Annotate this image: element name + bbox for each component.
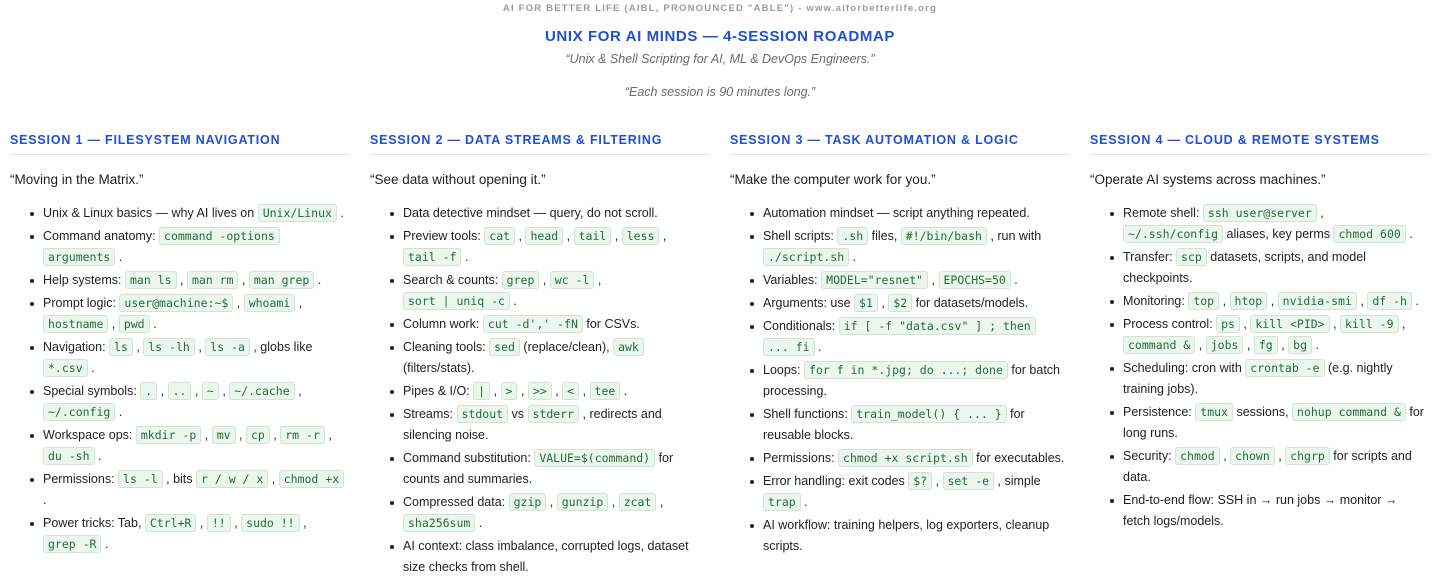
item-text: . [800,495,808,509]
list-item [43,270,346,291]
item-text: , [490,384,501,398]
command-snippet: arguments [43,248,115,266]
item-text: , [1274,449,1286,463]
session-1-column [10,133,350,557]
item-text: , [1398,317,1406,331]
item-text: Error handling: exit codes [763,474,909,488]
item-text: , [324,428,332,442]
command-snippet: stdout [457,405,509,423]
command-snippet: tail [574,227,612,245]
item-text: Streams: [403,407,457,421]
list-item [1123,402,1426,444]
command-snippet: mv [212,426,236,444]
item-text: , [1239,317,1251,331]
command-snippet: *.csv [43,359,88,377]
item-text: , [1219,449,1231,463]
list-item [1123,314,1426,356]
item-text: Navigation: [43,340,110,354]
list-item [763,360,1066,402]
item-text: Column work: [403,317,483,331]
list-item [403,337,706,379]
command-snippet: crontab -e [1245,359,1324,377]
item-text: , [230,516,242,530]
command-snippet: chmod +x script.sh [838,449,973,467]
item-text: Remote shell: [1123,206,1203,220]
item-text: for CSVs. [582,317,640,331]
command-snippet: du -sh [43,447,95,465]
item-text: , [294,384,302,398]
list-item [763,270,1066,291]
session-title: SESSION 3 — TASK AUTOMATION & LOGIC [730,133,1070,155]
list-item [43,203,346,224]
command-snippet: $2 [888,294,912,312]
command-snippet: tmux [1195,403,1233,421]
item-text: Loops: [763,363,805,377]
command-snippet: man ls [125,271,177,289]
site-tagline: AI FOR BETTER LIFE (AIBL, PRONOUNCED "ABLE") - www.aiforbetterlife.org [502,3,938,14]
command-snippet: gunzip [557,493,609,511]
item-text: Process control: [1123,317,1217,331]
command-snippet: ~/.cache [229,382,294,400]
item-text: files, [868,229,901,243]
session-title: SESSION 4 — CLOUD & REMOTE SYSTEMS [1090,133,1430,155]
command-snippet: . [140,382,157,400]
command-snippet: rm -r [280,426,325,444]
item-text: Search & counts: [403,273,502,287]
command-snippet: >> [528,382,552,400]
list-item [763,226,1066,268]
list-item [403,203,706,224]
command-snippet: sed [489,338,520,356]
item-text: Power tricks: Tab, [43,516,145,530]
session-items [730,203,1070,557]
item-text: Security: [1123,449,1176,463]
command-snippet: chmod +x [279,470,344,488]
command-snippet: train_model() { ... } [851,405,1006,423]
command-snippet: Unix/Linux [258,204,337,222]
command-snippet: pwd [119,315,150,333]
session-motto: “Make the computer work for you.” [730,172,936,187]
list-item [403,270,706,312]
item-text: , [551,384,563,398]
command-snippet: bg [1288,336,1312,354]
command-snippet: cut -d',' -fN [483,315,583,333]
command-snippet: > [501,382,518,400]
command-snippet: #!/bin/bash [901,227,987,245]
item-text: , [108,317,119,331]
item-text: , [196,516,207,530]
session-4-column [1090,133,1430,534]
item-text: . [461,250,469,264]
list-item [763,448,1066,469]
command-snippet: trap [763,493,801,511]
command-snippet: ls [109,338,133,356]
command-snippet: nvidia-smi [1278,292,1357,310]
item-text: , [515,229,526,243]
command-snippet: chown [1230,447,1275,465]
item-text: End-to-end flow: SSH in → run jobs → monitor → fetch logs/models. [1123,493,1398,528]
item-text: for counts and summaries. [403,451,674,486]
list-item [43,337,346,379]
list-item [403,536,706,578]
item-text: Pipes & I/O: [403,384,474,398]
item-text: . [1312,338,1319,352]
command-snippet: VALUE=$(command) [534,449,655,467]
list-item [763,404,1066,446]
list-item [43,425,346,467]
command-snippet: nohup command & [1292,403,1406,421]
item-text: , run with [986,229,1042,243]
command-snippet: scp [1176,248,1207,266]
item-text: for scripts and data. [1123,449,1412,484]
session-title: SESSION 1 — FILESYSTEM NAVIGATION [10,133,350,155]
item-text: Transfer: [1123,250,1177,264]
item-text: (filters/stats). [403,361,475,375]
session-length-note: “Each session is 90 minutes long.” [624,85,816,99]
item-text: Cleaning tools: [403,340,490,354]
command-snippet: set -e [943,472,995,490]
list-item [763,471,1066,513]
item-text: , [235,428,246,442]
command-snippet: $? [908,472,932,490]
item-text: for long runs. [1123,405,1424,440]
list-item [763,515,1066,557]
list-item [403,492,706,534]
item-text: , [218,384,230,398]
item-text: . [1411,294,1419,308]
item-text: , redirects and silencing noise. [403,407,662,442]
item-text: , [659,229,667,243]
item-text: . [149,317,157,331]
item-text: , [1329,317,1341,331]
command-snippet: ... fi [763,338,815,356]
item-text: Command anatomy: [43,229,160,243]
command-snippet: tee [590,382,621,400]
command-snippet: Ctrl+R [145,514,197,532]
item-text: Arguments: use [763,296,855,310]
item-text: Help systems: [43,273,125,287]
command-snippet: htop [1230,292,1268,310]
command-snippet: EPOCHS=50 [939,271,1011,289]
item-text: , [269,428,281,442]
command-snippet: command & [1123,336,1195,354]
item-text: aliases, key perms [1223,227,1334,241]
command-snippet: ls -l [118,470,163,488]
item-text: . [115,405,123,419]
item-text: Permissions: [763,451,839,465]
command-snippet: cat [484,227,515,245]
command-snippet: $1 [854,294,878,312]
item-text: Workspace ops: [43,428,136,442]
item-text: , [299,516,307,530]
item-text: , [877,296,889,310]
item-text: for batch processing. [763,363,1061,398]
command-snippet: cp [246,426,270,444]
item-text: AI context: class imbalance, corrupted logs, dataset size checks from shell. [403,539,689,574]
list-item [1123,203,1426,245]
item-text: , bits [162,472,196,486]
command-snippet: kill -9 [1340,315,1398,333]
item-text: Conditionals: [763,319,839,333]
command-snippet: .. [168,382,192,400]
item-text: Persistence: [1123,405,1196,419]
item-text: , [546,495,557,509]
item-text: . [475,516,483,530]
item-text: Variables: [763,273,822,287]
item-text: Automation mindset — script anything repeated. [763,206,1030,220]
command-snippet: df -h [1367,292,1412,310]
page-title: UNIX FOR AI MINDS — 4-SESSION ROADMAP [544,28,895,45]
item-text: , [194,340,206,354]
command-snippet: whoami [244,294,296,312]
list-item [1123,358,1426,400]
item-text: , [579,384,590,398]
item-text: Monitoring: [1123,294,1189,308]
item-text: for executables. [972,451,1065,465]
item-text: (replace/clean), [519,340,614,354]
command-snippet: sort | uniq -c [403,292,510,310]
command-snippet: user@machine:~$ [119,294,233,312]
item-text: Special symbols: [43,384,141,398]
item-text: AI workflow: training helpers, log exporters, cleanup scripts. [763,518,1050,553]
command-snippet: if [ -f "data.csv" ] ; then [839,317,1036,335]
command-snippet: fg [1254,336,1278,354]
item-text: , [176,273,187,287]
item-text: , [1277,338,1289,352]
list-item [763,293,1066,314]
command-snippet: grep -R [43,535,101,553]
item-text: , [295,296,303,310]
item-text: Compressed data: [403,495,509,509]
session-items [10,203,350,555]
command-snippet: man grep [249,271,314,289]
command-snippet: ssh user@server [1203,204,1317,222]
item-text: for datasets/models. [912,296,1029,310]
item-text: , [157,384,168,398]
command-snippet: .sh [837,227,868,245]
item-text: Prompt logic: [43,296,120,310]
command-snippet: ~/.ssh/config [1123,225,1223,243]
item-text: . [87,361,95,375]
session-items [370,203,710,578]
command-snippet: !! [207,514,231,532]
item-text: , [268,472,279,486]
item-text: . [43,493,47,507]
item-text: (e.g. nightly training jobs). [1123,361,1393,396]
item-text: , [594,273,602,287]
command-snippet: man rm [187,271,239,289]
item-text: datasets, scripts, and model checkpoints. [1123,250,1366,285]
session-motto: “Operate AI systems across machines.” [1090,172,1326,187]
item-text: sessions, [1232,405,1293,419]
item-text: , [611,229,622,243]
command-snippet: top [1188,292,1219,310]
list-item [403,314,706,335]
command-snippet: MODEL="resnet" [821,271,928,289]
item-text: . [509,294,517,308]
list-item [43,293,346,335]
item-text: , simple [994,474,1041,488]
item-text: Preview tools: [403,229,485,243]
page-subtitle: “Unix & Shell Scripting for AI, ML & DevOps Engineers.” [565,52,875,66]
list-item [763,316,1066,358]
command-snippet: chgrp [1285,447,1330,465]
item-text: . [849,250,857,264]
command-snippet: ./script.sh [763,248,849,266]
session-2-column [370,133,710,580]
list-item [43,226,346,268]
item-text: . [814,340,822,354]
command-snippet: chmod 600 [1333,225,1405,243]
item-text: , [539,273,550,287]
item-text: Data detective mindset — query, do not scroll. [403,206,658,220]
item-text: , [238,273,249,287]
session-motto: “See data without opening it.” [370,172,546,187]
command-snippet: wc -l [550,271,595,289]
command-snippet: stderr [528,405,580,423]
session-motto: “Moving in the Matrix.” [10,172,144,187]
command-snippet: sha256sum [403,514,475,532]
list-item [1123,291,1426,312]
command-snippet: gzip [509,493,547,511]
command-snippet: mkdir -p [136,426,201,444]
command-snippet: chmod [1175,447,1220,465]
session-title: SESSION 2 — DATA STREAMS & FILTERING [370,133,710,155]
list-item [763,203,1066,224]
command-snippet: r / w / x [196,470,268,488]
list-item [43,381,346,423]
item-text: , [191,384,202,398]
command-snippet: less [622,227,660,245]
item-text: , [1356,294,1368,308]
item-text: , [563,229,574,243]
command-snippet: grep [502,271,540,289]
item-text: . [1010,273,1018,287]
list-item [403,448,706,490]
list-item [43,513,346,555]
command-snippet: < [562,382,579,400]
command-snippet: head [525,227,563,245]
item-text: . [101,537,109,551]
session-3-column [730,133,1070,559]
list-item [403,404,706,446]
command-snippet: | [473,382,490,400]
item-text: . [94,449,102,463]
command-snippet: ps [1216,315,1240,333]
item-text: , globs like [249,340,313,354]
item-text: Scheduling: cron with [1123,361,1246,375]
item-text: , [1219,294,1230,308]
item-text: , [201,428,212,442]
command-snippet: hostname [43,315,108,333]
item-text: , [656,495,664,509]
command-snippet: ls -lh [143,338,195,356]
item-text: . [620,384,628,398]
item-text: for reusable blocks. [763,407,1025,442]
command-snippet: tail -f [403,248,461,266]
item-text: , [1316,206,1324,220]
item-text: . [314,273,322,287]
command-snippet: awk [613,338,644,356]
command-snippet: kill <PID> [1250,315,1329,333]
item-text: , [132,340,144,354]
command-snippet: for f in *.jpg; do ...; done [804,361,1008,379]
item-text: , [233,296,244,310]
command-snippet: zcat [619,493,657,511]
item-text: . [115,250,123,264]
list-item [1123,446,1426,488]
list-item [1123,247,1426,289]
command-snippet: ~/.config [43,403,115,421]
command-snippet: ~ [202,382,219,400]
item-text: , [1267,294,1278,308]
command-snippet: command -options [159,227,280,245]
list-item [403,226,706,268]
item-text: , [608,495,619,509]
item-text: Unix & Linux basics — why AI lives on [43,206,258,220]
item-text: , [1195,338,1206,352]
item-text: Shell functions: [763,407,852,421]
item-text: . [1405,227,1413,241]
list-item [1123,490,1426,532]
item-text: Command substitution: [403,451,535,465]
item-text: vs [508,407,528,421]
item-text: . [336,206,344,220]
list-item [403,381,706,402]
session-items [1090,203,1430,532]
command-snippet: sudo !! [241,514,299,532]
list-item [43,469,346,511]
item-text: , [1243,338,1254,352]
item-text: , [928,273,939,287]
item-text: Permissions: [43,472,119,486]
command-snippet: ls -a [205,338,250,356]
item-text: Shell scripts: [763,229,838,243]
command-snippet: jobs [1206,336,1244,354]
item-text: , [932,474,943,488]
item-text: , [517,384,528,398]
